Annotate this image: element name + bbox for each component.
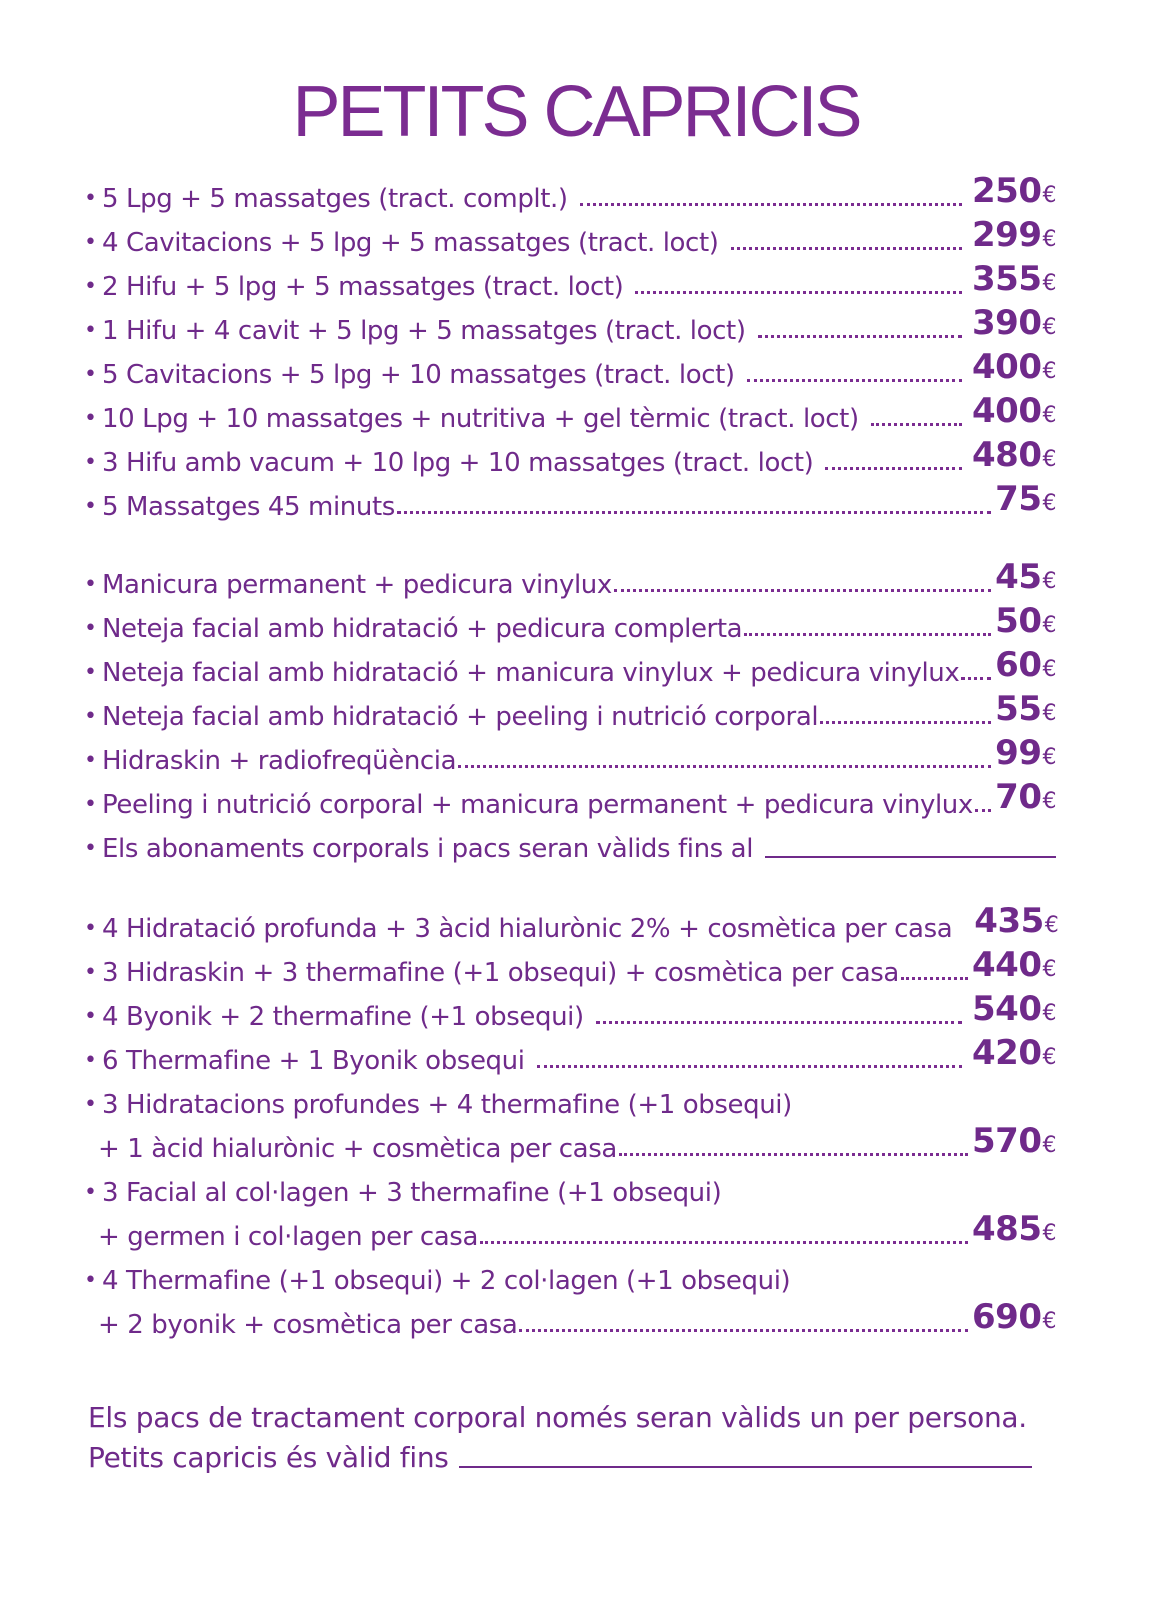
- dot-leader: [537, 1065, 962, 1068]
- item-price: 75€: [995, 479, 1056, 519]
- bullet: •: [84, 704, 97, 729]
- item-price: 570€: [972, 1121, 1056, 1161]
- dot-leader: [747, 379, 962, 382]
- item-label: 2 Hifu + 5 lpg + 5 massatges (tract. loct): [102, 272, 624, 302]
- bullet: •: [84, 494, 97, 519]
- item-price: 50€: [995, 601, 1056, 641]
- item-label: Manicura permanent + pedicura vinylux: [102, 570, 612, 600]
- list-item: [84, 901, 1059, 946]
- item-price: 355€: [972, 259, 1056, 299]
- list-item: [84, 1254, 1056, 1298]
- item-label: 4 Thermafine (+1 obsequi) + 2 col·lagen (+1 obsequi): [102, 1266, 791, 1296]
- list-item: [84, 558, 1056, 602]
- bullet: •: [84, 1268, 97, 1293]
- dot-leader: [871, 423, 962, 426]
- list-item: [84, 480, 1056, 524]
- dot-leader: [975, 809, 991, 812]
- list-item: [84, 172, 1056, 216]
- dot-leader: [731, 247, 963, 250]
- dot-leader: [614, 589, 991, 592]
- list-item: [84, 1166, 1056, 1210]
- item-label: + germen i col·lagen per casa: [98, 1222, 478, 1252]
- bullet: •: [84, 1092, 97, 1117]
- list-item: [84, 1078, 1056, 1122]
- date-blank-line: [765, 856, 1056, 858]
- item-label: + 2 byonik + cosmètica per casa: [98, 1310, 518, 1340]
- list-item: [84, 734, 1056, 778]
- date-blank-line: [459, 1466, 1032, 1468]
- item-price: 55€: [995, 689, 1056, 729]
- bullet: •: [84, 836, 97, 861]
- list-item: [84, 690, 1056, 734]
- item-price: 99€: [995, 733, 1056, 773]
- bullet: •: [84, 748, 97, 773]
- item-label: + 1 àcid hialurònic + cosmètica per casa: [98, 1134, 617, 1164]
- bullet: •: [84, 318, 97, 343]
- item-label: 3 Facial al col·lagen + 3 thermafine (+1 obsequi): [102, 1178, 722, 1208]
- item-label: 4 Hidratació profunda + 3 àcid hialurònic 2% + cosmètica per casa: [102, 914, 953, 944]
- item-label: 1 Hifu + 4 cavit + 5 lpg + 5 massatges (tract. loct): [102, 316, 746, 346]
- footer-validity: Petits capricis és vàlid fins: [88, 1434, 1032, 1474]
- bullet: •: [84, 1048, 97, 1073]
- list-item: [84, 1034, 1056, 1078]
- item-price: 299€: [972, 215, 1056, 255]
- item-price: 60€: [995, 645, 1056, 685]
- list-item-continuation: [84, 1210, 1056, 1254]
- item-label: 5 Massatges 45 minuts: [102, 492, 395, 522]
- dot-leader: [519, 1329, 968, 1332]
- list-item: [84, 436, 1056, 480]
- dot-leader: [744, 633, 991, 636]
- dot-leader: [825, 467, 962, 470]
- item-price: 485€: [972, 1209, 1056, 1249]
- bullet: •: [84, 960, 97, 985]
- item-price: 420€: [972, 1033, 1056, 1073]
- list-item: [84, 990, 1056, 1034]
- item-label: 5 Cavitacions + 5 lpg + 10 massatges (tract. loct): [102, 360, 735, 390]
- dot-leader: [580, 203, 962, 206]
- dot-leader: [901, 977, 968, 980]
- item-price: 250€: [972, 171, 1056, 211]
- item-label: 3 Hidratacions profundes + 4 thermafine (+1 obsequi): [102, 1090, 792, 1120]
- item-label: 3 Hifu amb vacum + 10 lpg + 10 massatges (tract. loct): [102, 448, 814, 478]
- dot-leader: [619, 1153, 968, 1156]
- bullet: •: [84, 186, 97, 211]
- item-price: 45€: [995, 557, 1056, 597]
- beauty-combos-list: [84, 558, 1056, 866]
- dot-leader: [397, 511, 991, 514]
- dot-leader: [596, 1021, 962, 1024]
- bullet: •: [84, 362, 97, 387]
- item-price: 390€: [972, 303, 1056, 343]
- item-label: 3 Hidraskin + 3 thermafine (+1 obsequi) + cosmètica per casa: [102, 958, 899, 988]
- list-item: [84, 946, 1056, 990]
- list-item: [84, 392, 1056, 436]
- list-item: [84, 646, 1056, 690]
- item-price: 435€: [974, 901, 1059, 941]
- bullet: •: [84, 1004, 97, 1029]
- item-label: 10 Lpg + 10 massatges + nutritiva + gel tèrmic (tract. loct): [102, 404, 859, 434]
- item-label: Hidraskin + radiofreqüència: [102, 746, 457, 776]
- bullet: •: [84, 406, 97, 431]
- list-item: [84, 304, 1056, 348]
- item-label: Peeling i nutrició corporal + manicura permanent + pedicura vinylux: [102, 790, 973, 820]
- item-price: 480€: [972, 435, 1056, 475]
- dot-leader: [480, 1241, 968, 1244]
- item-price: 690€: [972, 1297, 1056, 1337]
- item-label: Neteja facial amb hidratació + manicura vinylux + pedicura vinylux: [102, 658, 960, 688]
- bullet: •: [84, 450, 97, 475]
- list-item-continuation: [84, 1298, 1056, 1342]
- item-price: 540€: [972, 989, 1056, 1029]
- facial-packs-list: [84, 901, 1059, 1342]
- bullet: •: [84, 230, 97, 255]
- item-label: 6 Thermafine + 1 Byonik obsequi: [102, 1046, 525, 1076]
- item-price: 400€: [972, 347, 1056, 387]
- dot-leader: [758, 335, 962, 338]
- item-label: Els abonaments corporals i pacs seran vàlids fins al: [102, 834, 754, 864]
- bullet: •: [84, 572, 97, 597]
- list-item-continuation: [84, 1122, 1056, 1166]
- item-price: 70€: [995, 777, 1056, 817]
- dot-leader: [961, 677, 991, 680]
- bullet: •: [84, 616, 97, 641]
- bullet: •: [84, 274, 97, 299]
- dot-leader: [635, 291, 962, 294]
- list-item: [84, 602, 1056, 646]
- bullet: •: [84, 660, 97, 685]
- item-price: 400€: [972, 391, 1056, 431]
- list-item: [84, 778, 1056, 822]
- footer-note: Els pacs de tractament corporal només seran vàlids un per persona.: [88, 1401, 1027, 1434]
- dot-leader: [820, 721, 991, 724]
- list-item: [84, 260, 1056, 304]
- bullet: •: [84, 916, 97, 941]
- list-item: [84, 216, 1056, 260]
- list-item: [84, 348, 1056, 392]
- bullet: •: [84, 792, 97, 817]
- item-price: 440€: [972, 945, 1056, 985]
- item-label: 5 Lpg + 5 massatges (tract. complt.): [102, 184, 568, 214]
- body-treatments-list: [84, 172, 1056, 524]
- item-label: 4 Cavitacions + 5 lpg + 5 massatges (tract. loct): [102, 228, 719, 258]
- bullet: •: [84, 1180, 97, 1205]
- item-label: Neteja facial amb hidratació + peeling i nutrició corporal: [102, 702, 819, 732]
- page-title: PETITS CAPRICIS: [292, 72, 860, 152]
- item-label: Neteja facial amb hidratació + pedicura complerta: [102, 614, 743, 644]
- item-label: 4 Byonik + 2 thermafine (+1 obsequi): [102, 1002, 584, 1032]
- dot-leader: [458, 765, 991, 768]
- validity-note-row: [84, 822, 1056, 866]
